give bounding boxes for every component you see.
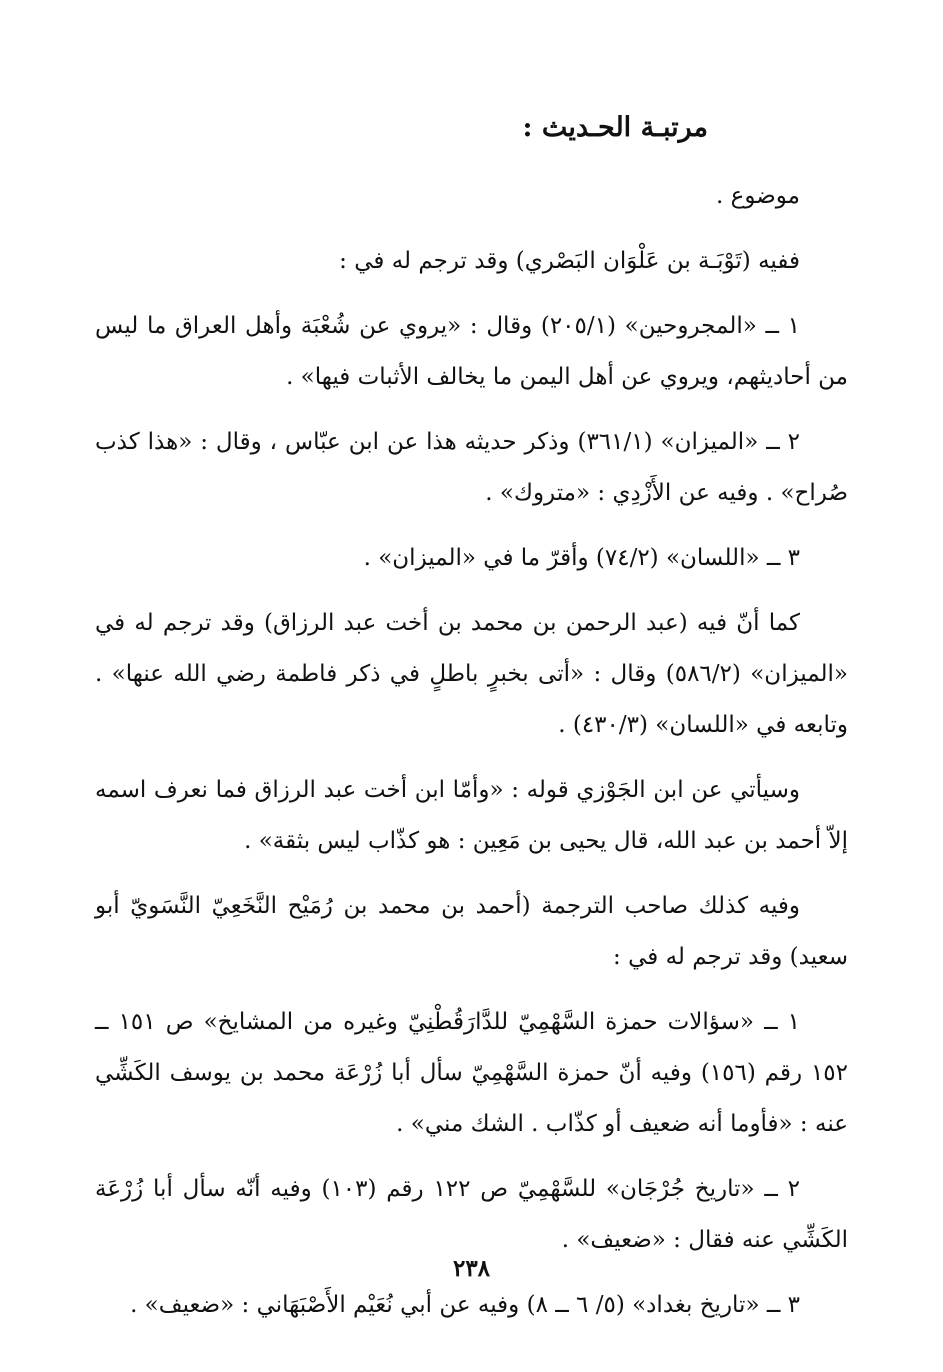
verdict-paragraph: موضوع . bbox=[716, 183, 800, 209]
subject-narrator-paragraph: وفيه كذلك صاحب الترجمة (أحمد بن محمد بن رُمَيْح النَّخَعِيّ النَّسَويّ أبو سعيد) وقد ترجم له في : bbox=[95, 893, 848, 970]
source-item-suaalat: ١ ــ «سؤالات حمزة السَّهْمِيّ للدَّارَقُطْنِيّ وغيره من المشايخ» ص ١٥١ ــ ١٥٢ رقم (١٥٦) وفيه أنّ حمزة السَّهْمِيّ سأل أبا زُرْعَة محمد بن يوسف الكَشِّي عنه : «فأوما أنه ضعيف أو كذّاب . الشك مني» . bbox=[95, 1009, 848, 1137]
ibn-jawzi-quote-paragraph: وسيأتي عن ابن الجَوْزي قوله : «وأمّا ابن أخت عبد الرزاق فما نعرف اسمه إلاّ أحمد بن عبد الله، قال يحيى بن مَعِين : هو كذّاب ليس بثقة» . bbox=[95, 777, 848, 854]
narrator-intro-paragraph: ففيه (تَوْبَـة بن عَلْوَان البَصْري) وقد ترجم له في : bbox=[339, 248, 800, 274]
section-heading: مرتبـة الحـديث : bbox=[522, 112, 708, 143]
source-item-mizan: ٢ ــ «الميزان» (٣٦١/١) وذكر حديثه هذا عن ابن عبّاس ، وقال : «هذا كذب صُراح» . وفيه عن الأَزْدِي : «متروك» . bbox=[95, 429, 848, 506]
source-item-tarikh-jurjan: ٢ ــ «تاريخ جُرْجَان» للسَّهْمِيّ ص ١٢٢ رقم (١٠٣) وفيه أنّه سأل أبا زُرْعَة الكَشِّي عنه فقال : «ضعيف» . bbox=[95, 1176, 848, 1253]
source-item-lisan: ٣ ــ «اللسان» (٧٤/٢) وأقرّ ما في «الميزان» . bbox=[363, 545, 800, 571]
second-narrator-paragraph: كما أنّ فيه (عبد الرحمن بن محمد بن أخت عبد الرزاق) وقد ترجم له في «الميزان» (٥٨٦/٢) وقال : «أتى بخبرٍ باطلٍ في ذكر فاطمة رضي الله عنها» . وتابعه في «اللسان» (٤٣٠/٣) . bbox=[95, 610, 848, 738]
source-item-majruhin: ١ ــ «المجروحين» (٢٠٥/١) وقال : «يروي عن شُعْبَة وأهل العراق ما ليس من أحاديثهم، ويروي عن أهل اليمن ما يخالف الأثبات فيها» . bbox=[95, 313, 848, 390]
page-number: ٢٣٨ bbox=[452, 1255, 491, 1282]
source-item-tarikh-baghdad: ٣ ــ «تاريخ بغداد» (٥/ ٦ ــ ٨) وفيه عن أبي نُعَيْم الأَصْبَهَاني : «ضعيف» . bbox=[130, 1292, 800, 1318]
